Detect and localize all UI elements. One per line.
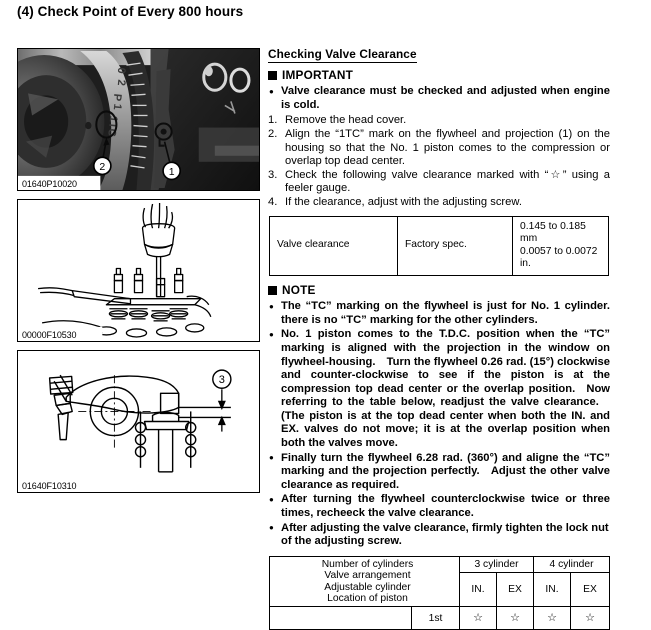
cylinder-group-header: 3 cylinder	[460, 556, 534, 573]
svg-text:1: 1	[168, 165, 175, 178]
matrix-header-line: Number of cylinders	[321, 558, 414, 570]
important-flag	[268, 69, 610, 83]
valve-column-header: IN.	[460, 573, 497, 607]
note-flag	[268, 284, 610, 298]
valve-column-header: EX	[497, 573, 534, 607]
page-title: (4) Check Point of Every 800 hours	[17, 4, 244, 19]
list-item: ● The “TC” marking on the flywheel is just for No. 1 cylinder. there is no “TC” marking for the other cylinders.	[268, 300, 610, 327]
svg-text:1: 1	[110, 103, 124, 111]
svg-text:2: 2	[99, 160, 106, 173]
filled-square-icon	[268, 71, 277, 80]
figure-rocker-adjust-drawing	[17, 199, 260, 342]
svg-text:0: 0	[114, 66, 128, 75]
matrix-cell: ☆	[534, 607, 571, 630]
list-item: Align the “1TC” mark on the flywheel and projection (1) on the housing so that the No. 1 piston comes to the compression or overlap top dead center.	[285, 127, 610, 168]
matrix-cell: ☆	[460, 607, 497, 630]
matrix-cell: ☆	[571, 607, 610, 630]
figure-valve-clearance-detail	[17, 350, 260, 493]
spec-value-imperial: 0.0057 to 0.0072 in.	[520, 245, 598, 270]
valve-column-header: IN.	[534, 573, 571, 607]
figure-column	[17, 48, 260, 501]
figure-caption: 01640F10310	[22, 481, 77, 491]
cylinder-group-header: 4 cylinder	[534, 556, 610, 573]
matrix-cell: ☆	[497, 607, 534, 630]
spec-value	[513, 216, 609, 275]
figure-caption: 01640P10020	[22, 179, 77, 189]
valve-clearance-spec-table	[269, 216, 609, 276]
matrix-header-line: Valve arrangement	[324, 570, 411, 582]
note-bullet-list	[268, 300, 610, 549]
spec-kind: Factory spec.	[398, 216, 513, 275]
matrix-row-blank	[270, 607, 412, 630]
matrix-row-label: 1st	[412, 607, 460, 630]
important-bullet-list	[268, 85, 610, 112]
matrix-header-line: Adjustable cylinder	[324, 581, 411, 593]
table-row	[270, 216, 609, 275]
important-flag-label: IMPORTANT	[282, 67, 354, 82]
list-item: ● After turning the flywheel counterclockwise twice or three times, recheeck the valve clearance.	[268, 493, 610, 520]
matrix-header-stack	[270, 556, 460, 607]
svg-text:2: 2	[114, 78, 128, 87]
table-row	[270, 607, 610, 630]
svg-text:P: P	[110, 93, 124, 102]
figure-flywheel-photo	[17, 48, 260, 191]
valve-clearance-graphic	[18, 351, 259, 492]
list-item: ● Finally turn the flywheel 6.28 rad. (360°) and aligne the “TC” marking and the projection perfectly. Adjust the other valve clearance as required.	[268, 452, 610, 493]
svg-text:1TC: 1TC	[105, 115, 120, 138]
list-item: ● Valve clearance must be checked and adjusted when engine is cold.	[268, 85, 610, 112]
section-title: Checking Valve Clearance	[268, 47, 417, 61]
spec-item: Valve clearance	[270, 216, 398, 275]
figure-caption: 00000F10530	[22, 330, 77, 340]
flywheel-photo-graphic	[18, 49, 259, 190]
cylinder-valve-matrix-table	[269, 556, 610, 630]
list-item: If the clearance, adjust with the adjusting screw.	[285, 195, 522, 208]
table-row-group-header	[270, 556, 610, 573]
matrix-header-line: Location of piston	[327, 593, 408, 605]
rocker-adjust-graphic	[18, 200, 259, 341]
content-column	[268, 48, 610, 630]
svg-text:3: 3	[218, 374, 225, 387]
note-flag-label: NOTE	[282, 282, 316, 297]
spec-value-metric: 0.145 to 0.185 mm	[520, 220, 586, 245]
list-item: ● After adjusting the valve clearance, firmly tighten the lock nut of the adjusting screw.	[268, 522, 610, 549]
list-item: Check the following valve clearance marked with “☆” using a feeler gauge.	[285, 168, 610, 195]
valve-column-header: EX	[571, 573, 610, 607]
list-item: Remove the head cover.	[285, 114, 407, 127]
list-item: ● No. 1 piston comes to the T.D.C. position when the “TC” marking is aligned with the projection in the window on flywheel-housing. Turn the flywheel 0.26 rad. (15°) clockwise and counter-clockwise to see if the piston is at the compression top dead center or the overlap position. Now referring to the table below, readjust the valve clearance. (The piston is at the top dead center when both the IN. and EX. valves do not move; it is at the overlap position when both the valves move.	[268, 328, 610, 450]
procedure-step-list	[268, 114, 610, 209]
filled-square-icon	[268, 286, 277, 295]
